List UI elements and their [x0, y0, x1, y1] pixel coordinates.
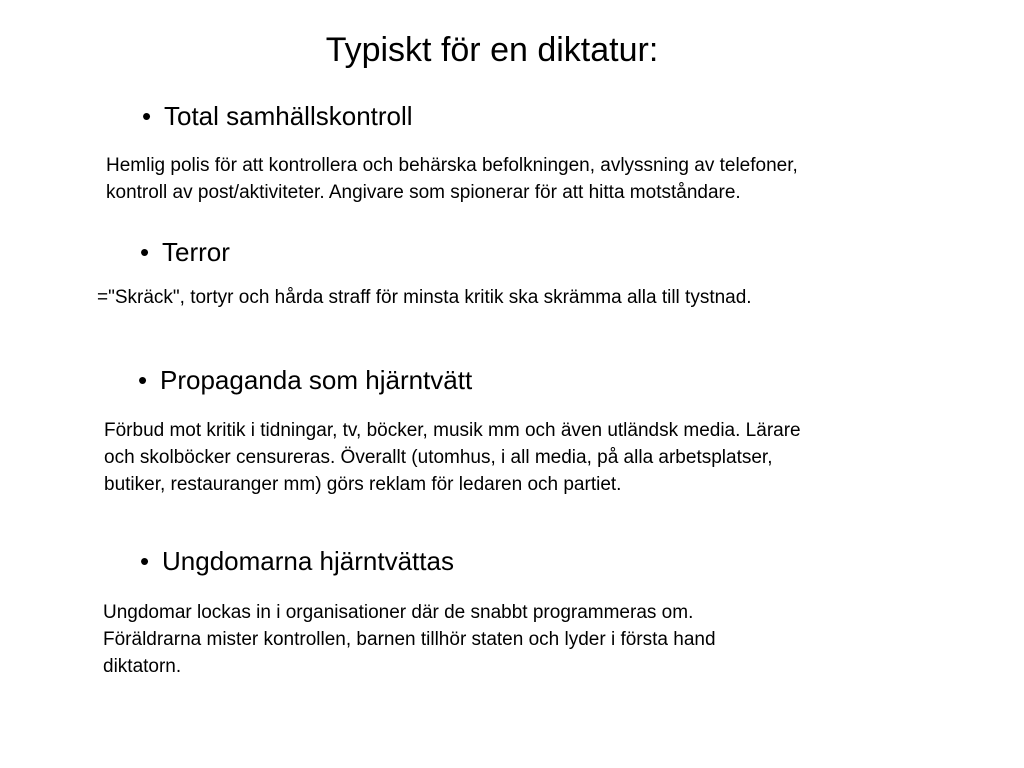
paragraph-propaganda: Förbud mot kritik i tidningar, tv, böcker, musik mm och även utländsk media. Lärare och skolböcker censureras. Överallt (utomhus, i all media, på alla arbetsplatser, butiker, restauranger mm) görs reklam för ledaren och partiet.: [104, 420, 801, 495]
paragraph-total-control: Hemlig polis för att kontrollera och behärska befolkningen, avlyssning av telefoner, kontroll av post/aktiviteter. Angivare som spionerar för att hitta motståndare.: [106, 155, 798, 203]
bullet-heading-total-control: [142, 100, 413, 132]
paragraph-terror: ="Skräck", tortyr och hårda straff för minsta kritik ska skrämma alla till tystnad.: [97, 287, 752, 308]
bullet-heading-youth: [140, 545, 454, 577]
bullet-icon: •: [140, 546, 150, 576]
slide-title: Typiskt för en diktatur:: [325, 31, 659, 69]
bullet-heading-label: Ungdomarna hjärntvättas: [162, 546, 454, 576]
bullet-heading-label: Terror: [162, 237, 230, 267]
bullet-icon: •: [138, 365, 148, 395]
bullet-icon: •: [140, 237, 150, 267]
bullet-heading-terror: [140, 236, 230, 268]
paragraph-youth: Ungdomar lockas in i organisationer där de snabbt programmeras om. Föräldrarna mister kontrollen, barnen tillhör staten och lyder i första hand diktatorn.: [103, 602, 716, 677]
bullet-icon: •: [142, 101, 152, 131]
bullet-heading-propaganda: [138, 364, 472, 396]
bullet-heading-label: Propaganda som hjärntvätt: [160, 365, 473, 395]
bullet-heading-label: Total samhällskontroll: [164, 101, 413, 131]
